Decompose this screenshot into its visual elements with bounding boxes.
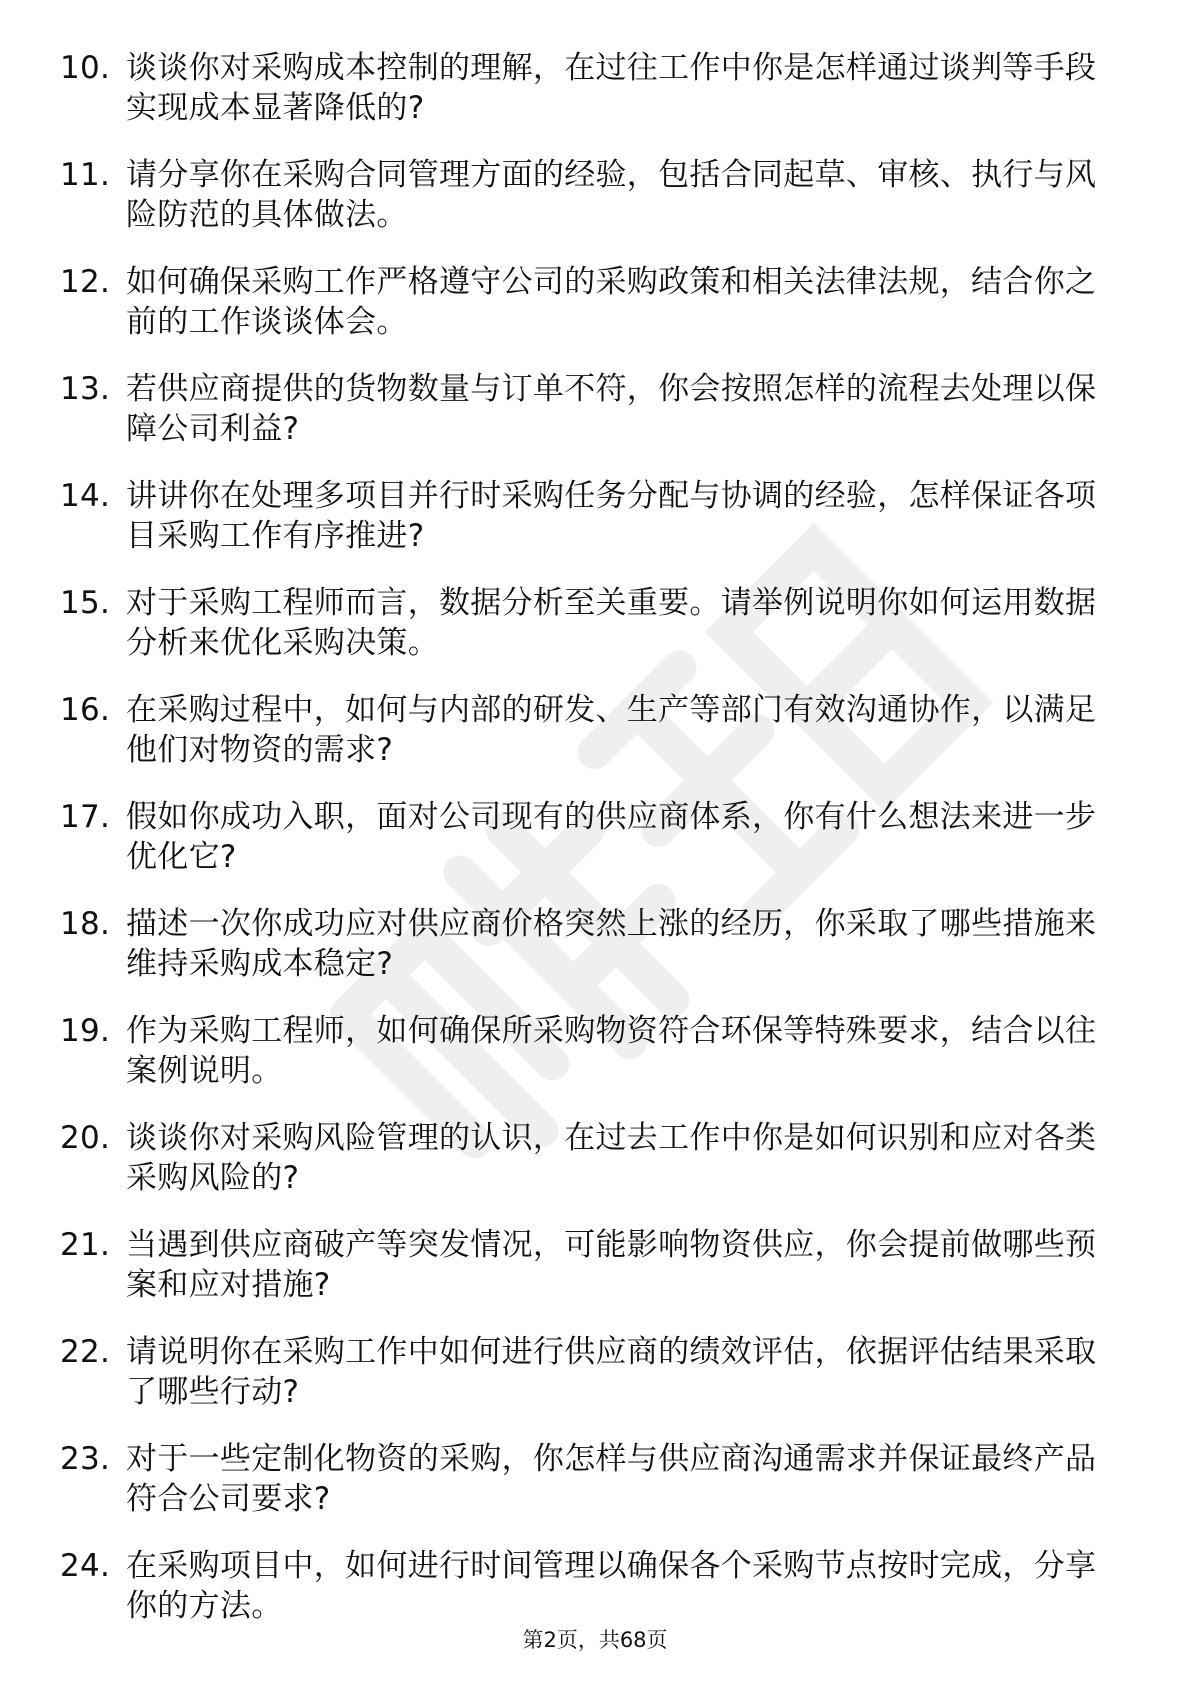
question-text: 对于一些定制化物资的采购，你怎样与供应商沟通需求并保证最终产品符合公司要求?	[126, 1441, 1097, 1517]
question-text: 作为采购工程师，如何确保所采购物资符合环保等特殊要求，结合以往案例说明。	[126, 1013, 1097, 1089]
question-item	[60, 1225, 1120, 1305]
question-text: 假如你成功入职，面对公司现有的供应商体系，你有什么想法来进一步优化它?	[126, 799, 1097, 875]
question-number: 24.	[60, 1548, 111, 1584]
question-text: 讲讲你在处理多项目并行时采购任务分配与协调的经验，怎样保证各项目采购工作有序推进?	[126, 478, 1097, 554]
question-item	[60, 1546, 1120, 1626]
question-number: 14.	[60, 478, 111, 514]
question-text: 请说明你在采购工作中如何进行供应商的绩效评估，依据评估结果采取了哪些行动?	[126, 1334, 1097, 1410]
question-item	[60, 797, 1120, 877]
question-text: 对于采购工程师而言，数据分析至关重要。请举例说明你如何运用数据分析来优化采购决策。	[126, 585, 1097, 661]
question-item	[60, 48, 1120, 128]
question-item	[60, 155, 1120, 235]
question-item	[60, 904, 1120, 984]
question-number: 22.	[60, 1334, 111, 1370]
question-text: 谈谈你对采购风险管理的认识，在过去工作中你是如何识别和应对各类采购风险的?	[126, 1120, 1097, 1196]
question-item	[60, 1011, 1120, 1091]
question-number: 13.	[60, 371, 111, 407]
question-item	[60, 583, 1120, 663]
question-item	[60, 1439, 1120, 1519]
question-number: 21.	[60, 1227, 111, 1263]
question-number: 20.	[60, 1120, 111, 1156]
question-number: 11.	[60, 157, 111, 193]
question-number: 19.	[60, 1013, 111, 1049]
question-text: 请分享你在采购合同管理方面的经验，包括合同起草、审核、执行与风险防范的具体做法。	[126, 157, 1097, 233]
question-item	[60, 476, 1120, 556]
question-number: 23.	[60, 1441, 111, 1477]
question-number: 10.	[60, 50, 111, 86]
question-text: 当遇到供应商破产等突发情况，可能影响物资供应，你会提前做哪些预案和应对措施?	[126, 1227, 1097, 1303]
question-text: 在采购过程中，如何与内部的研发、生产等部门有效沟通协作，以满足他们对物资的需求?	[126, 692, 1097, 768]
question-item	[60, 1118, 1120, 1198]
question-list	[60, 48, 1120, 1653]
question-number: 15.	[60, 585, 111, 621]
question-item	[60, 1332, 1120, 1412]
question-number: 17.	[60, 799, 111, 835]
question-number: 18.	[60, 906, 111, 942]
question-text: 若供应商提供的货物数量与订单不符，你会按照怎样的流程去处理以保障公司利益?	[126, 371, 1097, 447]
question-text: 描述一次你成功应对供应商价格突然上涨的经历，你采取了哪些措施来维持采购成本稳定?	[126, 906, 1097, 982]
question-number: 12.	[60, 264, 111, 300]
question-number: 16.	[60, 692, 111, 728]
question-item	[60, 369, 1120, 449]
question-item	[60, 262, 1120, 342]
question-text: 谈谈你对采购成本控制的理解，在过往工作中你是怎样通过谈判等手段实现成本显著降低的?	[126, 50, 1097, 126]
question-item	[60, 690, 1120, 770]
question-text: 如何确保采购工作严格遵守公司的采购政策和相关法律法规，结合你之前的工作谈谈体会。	[126, 264, 1097, 340]
page-footer: 第2页，共68页	[522, 1628, 668, 1652]
question-text: 在采购项目中，如何进行时间管理以确保各个采购节点按时完成，分享你的方法。	[126, 1548, 1097, 1624]
